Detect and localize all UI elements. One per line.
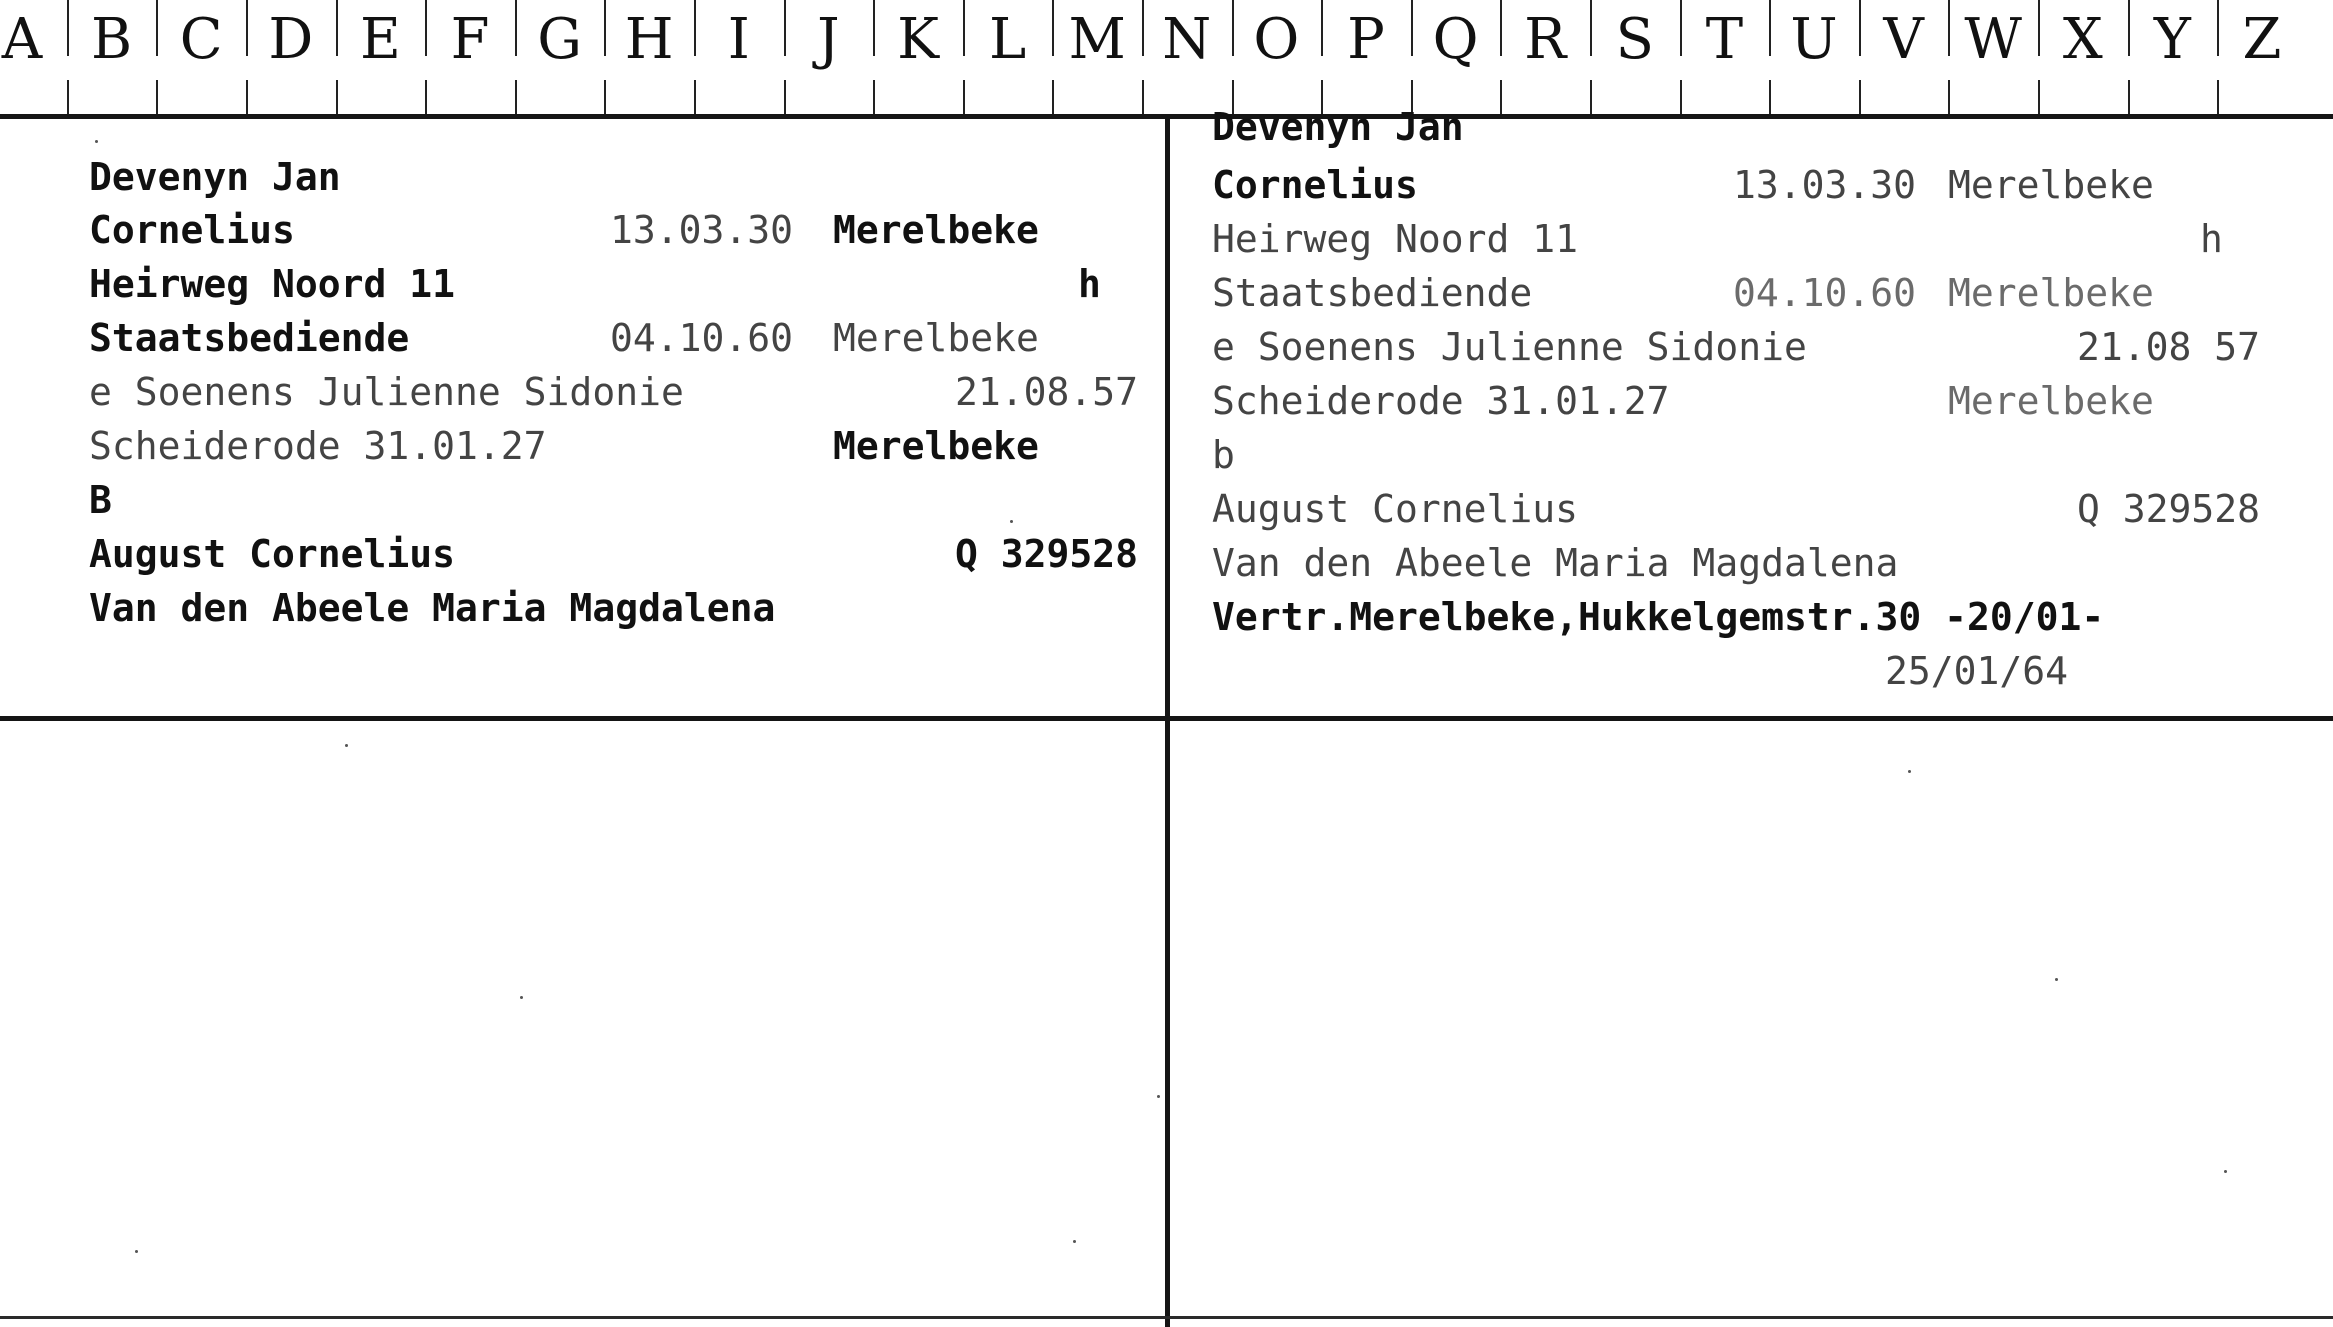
given-name: Cornelius [89,208,295,252]
index-separator [1859,80,1861,114]
departure-date: 25/01/64 [1885,649,2069,693]
spouse-name: e Soenens Julienne Sidonie [89,370,684,414]
given-name: Cornelius [1212,163,1418,207]
birth-place: Merelbeke [833,208,1039,252]
birth-place: Merelbeke [1948,163,2154,207]
street-address: Heirweg Noord 11 [89,262,456,306]
registration-place: Merelbeke [1948,271,2154,315]
marriage-date: 21.08 57 [2077,325,2261,369]
index-letter: A [1,7,43,72]
index-separator [2038,80,2040,114]
index-letter: H [624,7,674,72]
index-letter: N [1162,7,1212,72]
scan-speck [2224,1170,2227,1173]
registration-date: 04.10.60 [1733,271,1917,315]
scan-speck [345,744,348,747]
mother-name: Van den Abeele Maria Magdalena [1212,541,1899,585]
index-letter: C [179,7,223,72]
index-separator [1769,80,1771,114]
index-letter: K [897,7,939,72]
index-letter: Z [2242,7,2282,72]
index-letter: Q [1432,7,1479,72]
index-separator [1948,80,1950,114]
father-name: August Cornelius [1212,487,1579,531]
index-separator [1142,80,1144,114]
index-separator [2128,80,2130,114]
index-separator [1680,80,1682,114]
scan-speck [1157,1095,1160,1098]
mark-h: h [1078,262,1101,306]
index-letter: S [1615,7,1654,72]
registration-date: 04.10.60 [610,316,794,360]
departure-note: Vertr.Merelbeke,Hukkelgemstr.30 -20/01- [1212,595,2105,639]
scan-speck [1010,520,1013,523]
index-separator [873,80,875,114]
mark-b: B [89,478,112,522]
bottom-rule [0,1316,2333,1319]
occupation: Staatsbediende [89,316,410,360]
register-card-right [1170,105,2333,715]
index-separator [67,80,69,114]
index-letter: M [1068,7,1126,72]
scan-speck [520,996,523,999]
index-separator [156,80,158,114]
index-separator [604,80,606,114]
reference-number: Q 329528 [955,532,1139,576]
mother-name: Van den Abeele Maria Magdalena [89,586,776,630]
occupation: Staatsbediende [1212,271,1533,315]
registration-place: Merelbeke [833,316,1039,360]
person-name: Devenyn Jan [1212,105,1464,149]
index-separator [336,80,338,114]
index-letter: I [727,7,750,72]
marriage-date: 21.08.57 [955,370,1139,414]
index-separator [2217,80,2219,114]
index-separator [1590,80,1592,114]
scan-speck [1073,1240,1076,1243]
street-address: Heirweg Noord 11 [1212,217,1579,261]
person-name: Devenyn Jan [89,155,341,199]
index-letter: G [537,7,582,72]
birth-date: 13.03.30 [1733,163,1917,207]
index-letter: B [91,7,133,72]
spouse-place: Merelbeke [1948,379,2154,423]
index-separator [694,80,696,114]
index-letter: R [1524,7,1567,72]
scan-speck [2055,978,2058,981]
scan-speck [1908,770,1911,773]
index-letter: E [359,7,401,72]
index-letter: Y [2153,7,2191,72]
index-letter: F [450,7,490,72]
index-separator [1052,80,1054,114]
birth-date: 13.03.30 [610,208,794,252]
index-letter: P [1347,7,1385,72]
father-name: August Cornelius [89,532,456,576]
alphabet-index-strip [0,0,2333,118]
scan-speck [95,140,98,143]
index-letter: V [1883,7,1924,72]
index-separator [963,80,965,114]
scan-speck [135,1250,138,1253]
index-separator [784,80,786,114]
index-letter: O [1253,7,1300,72]
index-letter: J [817,7,840,72]
index-letter: U [1790,7,1838,72]
mark-h: h [2200,217,2223,261]
spouse-birth: Scheiderode 31.01.27 [1212,379,1670,423]
reference-number: Q 329528 [2077,487,2261,531]
card-row-rule [0,716,2333,721]
index-separator [246,80,248,114]
index-letter: W [1964,7,2022,72]
mark-b: b [1212,433,1235,477]
register-card-left [0,120,1165,715]
index-letter: T [1705,7,1744,72]
spouse-name: e Soenens Julienne Sidonie [1212,325,1807,369]
index-separator [425,80,427,114]
index-separator [515,80,517,114]
index-separator [1500,80,1502,114]
index-letter: L [989,7,1027,72]
index-letter: X [2062,7,2103,72]
index-letter: D [268,7,314,72]
spouse-place: Merelbeke [833,424,1039,468]
spouse-birth: Scheiderode 31.01.27 [89,424,547,468]
